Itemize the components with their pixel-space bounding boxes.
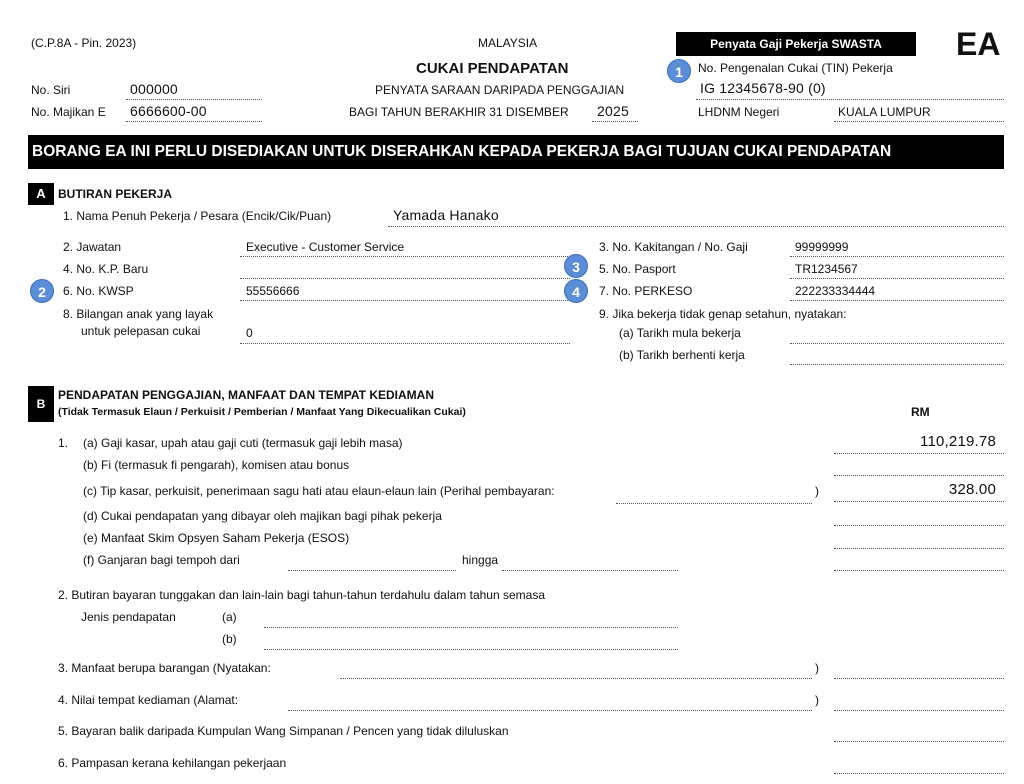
pasport-value[interactable]: TR1234567 <box>795 262 858 276</box>
instruction-banner: BORANG EA INI PERLU DISEDIAKAN UNTUK DISERAHKAN KEPADA PEKERJA BAGI TUJUAN CUKAI PENDAPATAN <box>28 135 1004 169</box>
mula-label: (a) Tarikh mula bekerja <box>619 326 741 340</box>
year-value[interactable]: 2025 <box>597 103 629 119</box>
anak-label-2: untuk pelepasan cukai <box>81 324 201 338</box>
kakitangan-label: 3. No. Kakitangan / No. Gaji <box>599 240 748 254</box>
item1f-to-line[interactable] <box>502 570 678 571</box>
employer-line <box>126 121 262 122</box>
badge-4: 4 <box>564 279 588 303</box>
page-title: CUKAI PENDAPATAN <box>416 60 569 77</box>
item4-desc-line[interactable] <box>288 710 812 711</box>
item1f-label: (f) Ganjaran bagi tempoh dari <box>83 553 240 567</box>
badge-3: 3 <box>564 254 588 278</box>
item1a-line <box>834 453 1004 454</box>
item1f-from-line[interactable] <box>288 570 456 571</box>
item1f-hingga: hingga <box>462 553 499 567</box>
item1b-line[interactable] <box>834 475 1004 476</box>
item1a-label: (a) Gaji kasar, upah atau gaji cuti (termasuk gaji lebih masa) <box>83 436 403 450</box>
item4-close: ) <box>815 693 819 707</box>
item3-close: ) <box>815 661 819 675</box>
item1f-line[interactable] <box>834 570 1004 571</box>
section-b-subtitle: (Tidak Termasuk Elaun / Perkuisit / Pemberian / Manfaat Yang Dikecualikan Cukai) <box>58 406 466 418</box>
anak-label-1: 8. Bilangan anak yang layak <box>63 307 214 321</box>
form-tag-ea: EA <box>956 26 1001 62</box>
item3-line[interactable] <box>834 678 1004 679</box>
item6-line[interactable] <box>834 773 1004 774</box>
item4-line[interactable] <box>834 710 1004 711</box>
name-label: 1. Nama Penuh Pekerja / Pesara (Encik/Cik/Puan) <box>63 209 332 223</box>
item2-label: 2. Butiran bayaran tunggakan dan lain-lain bagi tahun-tahun terdahulu dalam tahun semasa <box>58 588 546 602</box>
anak-line <box>240 343 570 344</box>
section-b-letter: B <box>28 386 54 422</box>
lhdnm-label: LHDNM Negeri <box>698 105 780 119</box>
year-line <box>592 121 638 122</box>
item5-line[interactable] <box>834 741 1004 742</box>
badge-2: 2 <box>30 279 54 303</box>
jawatan-label: 2. Jawatan <box>63 240 122 254</box>
kp-label: 4. No. K.P. Baru <box>63 262 149 276</box>
jawatan-value[interactable]: Executive - Customer Service <box>246 240 405 254</box>
serial-value[interactable]: 000000 <box>130 81 178 97</box>
item1c-value[interactable]: 328.00 <box>948 481 996 498</box>
berhenti-label: (b) Tarikh berhenti kerja <box>619 348 745 362</box>
mula-line[interactable] <box>790 343 1004 344</box>
item2a-label: (a) <box>222 610 237 624</box>
name-value[interactable]: Yamada Hanako <box>393 207 499 223</box>
item1-number: 1. <box>58 436 69 450</box>
employer-label: No. Majikan E <box>31 105 106 119</box>
kwsp-line <box>240 300 570 301</box>
tin-value[interactable]: IG 12345678-90 (0) <box>700 80 826 96</box>
name-line <box>388 226 1004 227</box>
jika-label: 9. Jika bekerja tidak genap setahun, nyatakan: <box>599 307 847 321</box>
item1d-line[interactable] <box>834 525 1004 526</box>
item1c-close: ) <box>815 484 819 498</box>
item4-label: 4. Nilai tempat kediaman (Alamat: <box>58 693 239 707</box>
item1e-label: (e) Manfaat Skim Opsyen Saham Pekerja (ESOS) <box>83 531 350 545</box>
pasport-label: 5. No. Pasport <box>599 262 676 276</box>
section-a-title: BUTIRAN PEKERJA <box>58 187 173 201</box>
item6-label: 6. Pampasan kerana kehilangan pekerjaan <box>58 756 287 770</box>
kwsp-value[interactable]: 55556666 <box>246 284 300 298</box>
perkeso-value[interactable]: 222233334444 <box>795 284 876 298</box>
perkeso-label: 7. No. PERKESO <box>599 284 693 298</box>
berhenti-line[interactable] <box>790 364 1004 365</box>
employer-value[interactable]: 6666600-00 <box>130 103 207 119</box>
item2-jenis-label: Jenis pendapatan <box>81 610 176 624</box>
kakitangan-value[interactable]: 99999999 <box>795 240 849 254</box>
year-label: BAGI TAHUN BERAKHIR 31 DISEMBER <box>349 105 569 119</box>
badge-1: 1 <box>667 59 691 83</box>
section-b-title: PENDAPATAN PENGGAJIAN, MANFAAT DAN TEMPAT KEDIAMAN <box>58 388 434 402</box>
item1b-label: (b) Fi (termasuk fi pengarah), komisen atau bonus <box>83 458 350 472</box>
tin-line <box>696 99 1004 100</box>
currency-label: RM <box>911 405 930 419</box>
item1a-value[interactable]: 110,219.78 <box>920 433 996 450</box>
form-code: (C.P.8A - Pin. 2023) <box>31 36 137 50</box>
private-employee-box: Penyata Gaji Pekerja SWASTA <box>676 32 916 56</box>
item3-label: 3. Manfaat berupa barangan (Nyatakan: <box>58 661 271 675</box>
item5-label: 5. Bayaran balik daripada Kumpulan Wang Simpanan / Pencen yang tidak diluluskan <box>58 724 509 738</box>
section-a-letter: A <box>28 183 54 205</box>
anak-value[interactable]: 0 <box>246 326 253 340</box>
tin-label: No. Pengenalan Cukai (TIN) Pekerja <box>698 61 893 75</box>
lhdnm-line <box>834 121 1004 122</box>
item1e-line[interactable] <box>834 548 1004 549</box>
kp-line <box>240 278 570 279</box>
country-label: MALAYSIA <box>478 36 538 50</box>
item2b-line[interactable] <box>264 649 678 650</box>
kakitangan-line <box>790 256 1004 257</box>
subtitle-label: PENYATA SARAAN DARIPADA PENGGAJIAN <box>375 83 625 97</box>
perkeso-line <box>790 300 1004 301</box>
lhdnm-value[interactable]: KUALA LUMPUR <box>838 105 931 119</box>
serial-label: No. Siri <box>31 83 71 97</box>
jawatan-line <box>240 256 570 257</box>
item2a-line[interactable] <box>264 627 678 628</box>
pasport-line <box>790 278 1004 279</box>
item2b-label: (b) <box>222 632 237 646</box>
item1c-desc-line[interactable] <box>616 503 812 504</box>
item1c-label: (c) Tip kasar, perkuisit, penerimaan sagu hati atau elaun-elaun lain (Perihal pembayaran: <box>83 484 555 498</box>
serial-line <box>126 99 262 100</box>
item3-desc-line[interactable] <box>340 678 812 679</box>
item1c-line <box>834 501 1004 502</box>
item1d-label: (d) Cukai pendapatan yang dibayar oleh majikan bagi pihak pekerja <box>83 509 442 523</box>
kwsp-label: 6. No. KWSP <box>63 284 134 298</box>
